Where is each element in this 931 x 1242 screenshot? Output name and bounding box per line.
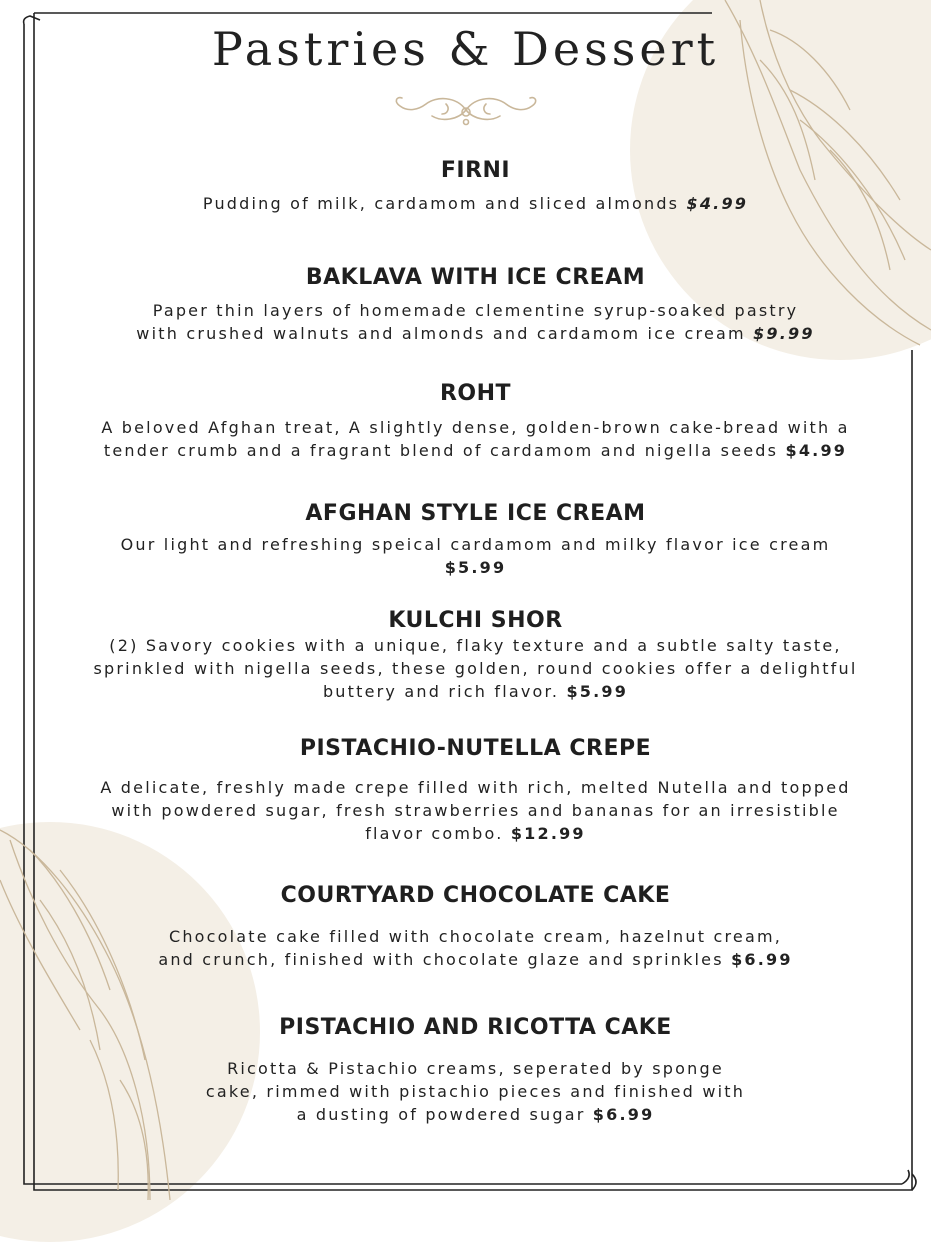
item-price: $4.99 <box>785 441 848 460</box>
menu-item-roht <box>40 381 911 462</box>
item-name: BAKLAVA WITH ICE CREAM <box>305 265 646 290</box>
item-name: PISTACHIO AND RICOTTA CAKE <box>279 1015 672 1040</box>
menu-item-baklava <box>40 265 911 345</box>
flourish-ornament <box>386 92 546 128</box>
item-price: $4.99 <box>686 194 749 213</box>
item-name: PISTACHIO-NUTELLA CREPE <box>299 736 652 761</box>
item-description: Our light and refreshing speical cardamom and milky flavor ice cream $5.99 <box>120 535 831 577</box>
item-description: Pudding of milk, cardamom and sliced almonds $4.99 <box>202 194 749 213</box>
item-price: $5.99 <box>566 682 629 701</box>
item-description: (2) Savory cookies with a unique, flaky texture and a subtle salty taste, sprinkled with nigella seeds, these golden, round cookies offer a delightful buttery and rich flavor. $5.99 <box>93 636 858 701</box>
item-price: $9.99 <box>753 324 815 343</box>
item-description: A beloved Afghan treat, A slightly dense, golden-brown cake-bread with a tender crumb and a fragrant blend of cardamom and nigella seeds $4.99 <box>101 418 850 460</box>
item-description: A delicate, freshly made crepe filled with rich, melted Nutella and topped with powdered sugar, fresh strawberries and bananas for an irresistible flavor combo. $12.99 <box>100 778 851 843</box>
item-price: $5.99 <box>444 558 507 577</box>
menu-item-pistachio-nutella-crepe <box>40 736 911 845</box>
item-description: Ricotta & Pistachio creams, seperated by sponge cake, rimmed with pistachio pieces and finished with a dusting of powdered sugar $6.99 <box>205 1059 746 1124</box>
item-price: $6.99 <box>731 950 793 969</box>
item-name: ROHT <box>439 381 512 406</box>
item-name: KULCHI SHOR <box>388 608 563 633</box>
menu-item-courtyard-chocolate-cake <box>40 883 911 971</box>
item-price: $12.99 <box>510 824 586 843</box>
item-name: AFGHAN STYLE ICE CREAM <box>305 501 646 526</box>
menu-item-firni <box>40 158 911 215</box>
menu-item-kulchi-shor <box>40 608 911 703</box>
menu-title: Pastries & Dessert <box>211 22 720 76</box>
item-name: FIRNI <box>440 158 511 183</box>
item-description: Chocolate cake filled with chocolate cream, hazelnut cream, and crunch, finished with chocolate glaze and sprinkles $6.99 <box>158 927 793 969</box>
menu-item-afghan-ice-cream <box>40 501 911 579</box>
item-description: Paper thin layers of homemade clementine syrup-soaked pastry with crushed walnuts and almonds and cardamom ice cream $9.99 <box>136 301 815 343</box>
item-price: $6.99 <box>592 1105 655 1124</box>
item-name: COURTYARD CHOCOLATE CAKE <box>280 883 671 908</box>
menu-item-pistachio-ricotta-cake <box>40 1015 911 1126</box>
